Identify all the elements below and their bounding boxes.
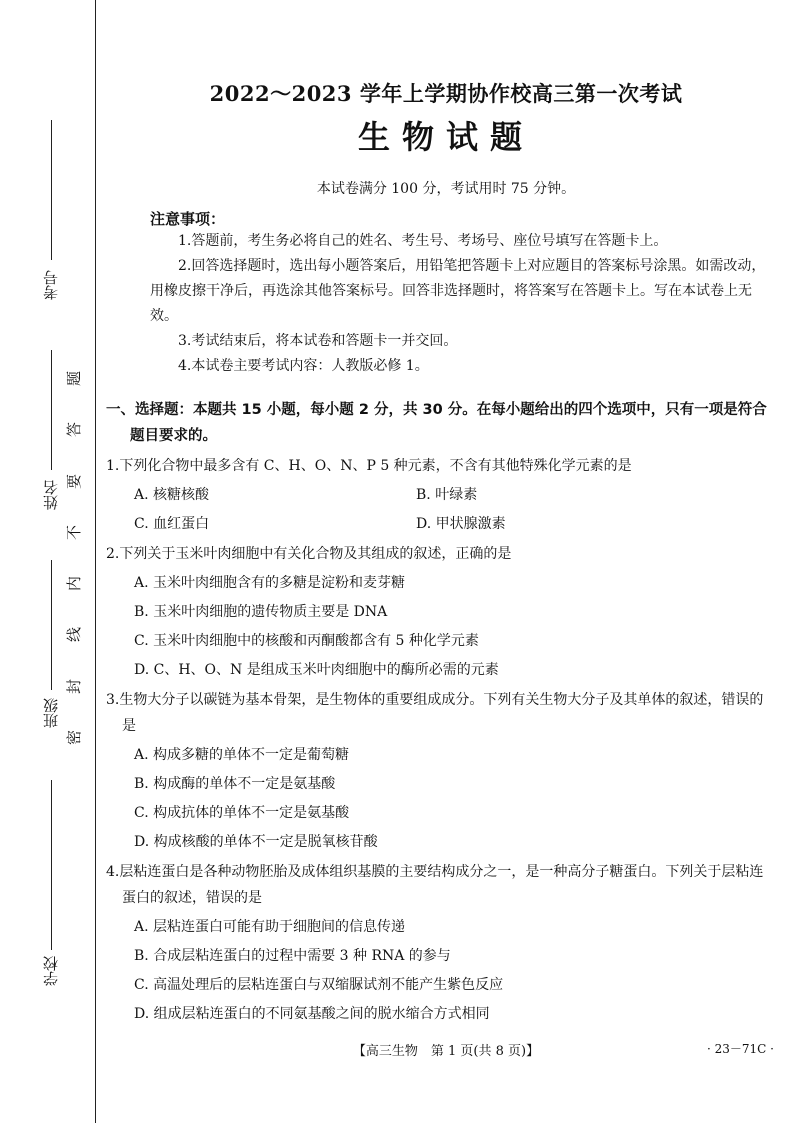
- seal-warning-char: 要: [65, 473, 84, 489]
- school-label: 学校: [42, 956, 60, 986]
- option-c: C. 玉米叶肉细胞中的核酸和丙酮酸都含有 5 种化学元素: [134, 633, 479, 649]
- note-item: 3.考试结束后，将本试卷和答题卡一并交回。: [178, 333, 458, 349]
- school-line: [51, 780, 52, 950]
- seal-warning-char: 封: [65, 678, 84, 694]
- option-d: D. C、H、O、N 是组成玉米叶肉细胞中的酶所必需的元素: [134, 662, 499, 678]
- page-number-label: 【高三生物 第 1 页(共 8 页)】: [352, 1044, 540, 1059]
- option-b: B. 合成层粘连蛋白的过程中需要 3 种 RNA 的参与: [134, 948, 451, 964]
- seal-warning-char: 答: [65, 422, 84, 438]
- school-field: [14, 780, 58, 1000]
- question-2: [106, 541, 774, 683]
- exam-number-field: [14, 120, 58, 320]
- exam-page-content: [106, 72, 774, 1027]
- section-heading: 一、选择题：本题共 15 小题，每小题 2 分，共 30 分。在每小题给出的四个选项中，只有一项是符合题目要求的。: [106, 402, 767, 444]
- option-b: B. 玉米叶肉细胞的遗传物质主要是 DNA: [134, 604, 388, 620]
- class-line: [51, 560, 52, 690]
- note-item: 4.本试卷主要考试内容：人教版必修 1。: [178, 358, 429, 374]
- note-item: 1.答题前，考生务必将自己的姓名、考生号、考场号、座位号填写在答题卡上。: [178, 233, 668, 249]
- question-stem: 1.下列化合物中最多含有 C、H、O、N、P 5 种元素，不含有其他特殊化学元素的是: [106, 458, 632, 474]
- subject-title: 生物试题: [357, 118, 534, 156]
- seal-warning-char: 内: [65, 576, 84, 592]
- option-a: A. 层粘连蛋白可能有助于细胞间的信息传递: [134, 919, 406, 935]
- seal-warning-char: 题: [65, 370, 84, 387]
- seal-warning-char: 不: [65, 524, 84, 540]
- option-a: A. 玉米叶肉细胞含有的多糖是淀粉和麦芽糖: [134, 575, 406, 591]
- name-field: [14, 340, 58, 540]
- option-c: C. 高温处理后的层粘连蛋白与双缩脲试剂不能产生紫色反应: [134, 977, 504, 993]
- exam-number-label: 考号: [42, 270, 60, 300]
- exam-title: 2022～2023 学年上学期协作校高三第一次考试: [209, 81, 683, 106]
- page-footer: [118, 1040, 774, 1062]
- question-stem: 3.生物大分子以碳链为基本骨架，是生物体的重要组成成分。下列有关生物大分子及其单体的叙述，错误的是: [106, 692, 764, 734]
- option-b: B. 构成酶的单体不一定是氨基酸: [134, 776, 336, 792]
- binding-rule: [95, 0, 96, 1123]
- note-item: 2.回答选择题时，选出每小题答案后，用铅笔把答题卡上对应题目的答案标号涂黑。如需改动，用橡皮擦干净后，再选涂其他答案标号。回答非选择题时，将答案写在答题卡上。写在本试卷上无效。: [150, 258, 766, 324]
- option-b: B. 叶绿素: [416, 487, 478, 503]
- option-c: C. 构成抗体的单体不一定是氨基酸: [134, 805, 350, 821]
- name-line: [51, 350, 52, 470]
- paper-code: · 23－71C ·: [707, 1042, 774, 1056]
- seal-warning-char: 线: [65, 627, 84, 643]
- option-c: C. 血红蛋白: [134, 516, 210, 532]
- option-a: A. 构成多糖的单体不一定是葡萄糖: [134, 747, 350, 763]
- binding-strip: [0, 0, 100, 1123]
- option-d: D. 甲状腺激素: [416, 516, 506, 532]
- score-info: 本试卷满分 100 分，考试用时 75 分钟。: [316, 181, 576, 197]
- option-d: D. 组成层粘连蛋白的不同氨基酸之间的脱水缩合方式相同: [134, 1006, 490, 1022]
- class-label: 班级: [42, 698, 60, 728]
- question-stem: 4.层粘连蛋白是各种动物胚胎及成体组织基膜的主要结构成分之一，是一种高分子糖蛋白。下列关于层粘连蛋白的叙述，错误的是: [106, 864, 764, 906]
- question-3: [106, 687, 774, 855]
- notes-heading: 注意事项：: [150, 210, 226, 228]
- seal-warning-char: 密: [65, 729, 84, 745]
- option-a: A. 核糖核酸: [134, 487, 210, 503]
- name-label: 姓名: [42, 480, 60, 510]
- class-field: [14, 560, 58, 760]
- question-stem: 2.下列关于玉米叶肉细胞中有关化合物及其组成的叙述，正确的是: [106, 546, 512, 562]
- seal-line-warning: [64, 368, 84, 748]
- question-1: [106, 453, 774, 537]
- exam-number-line: [51, 120, 52, 260]
- option-d: D. 构成核酸的单体不一定是脱氧核苷酸: [134, 834, 378, 850]
- question-4: [106, 859, 774, 1027]
